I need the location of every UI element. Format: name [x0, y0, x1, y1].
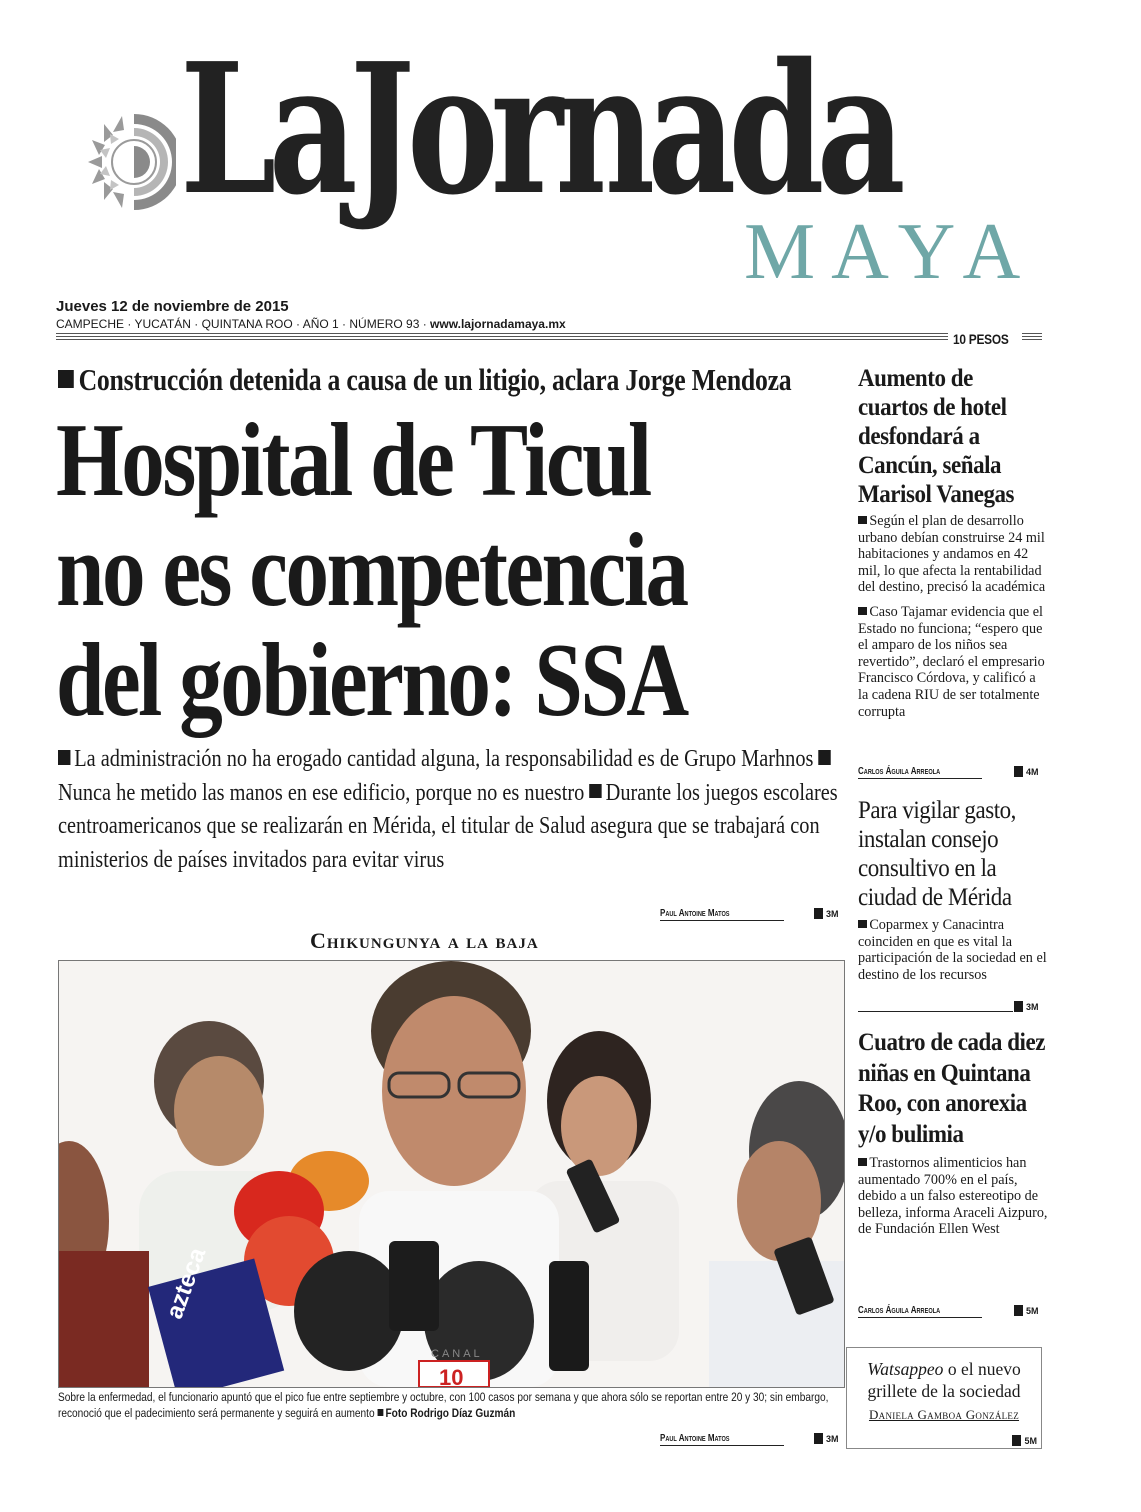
- sidebar-bullet: [858, 513, 1048, 596]
- bullet-square-icon: [858, 607, 867, 616]
- opinion-author: Daniela Gamboa González: [868, 1407, 1020, 1422]
- photo-page-ref[interactable]: [814, 1433, 839, 1444]
- opinion-title: [847, 1358, 1041, 1402]
- photo-caption: [58, 1389, 838, 1421]
- website-link[interactable]: www.lajornadamaya.mx: [430, 317, 566, 331]
- sidebar-bullet: [858, 917, 1048, 983]
- summary-part: Nunca he metido las manos en ese edificio, porque no es nuestro: [58, 778, 590, 806]
- summary-part: Durante los juegos escolares centroamericanos que se realizarán en Mérida, el titular de Salud asegura que se trabajará con ministerios de países invitados para evitar virus: [58, 778, 838, 873]
- ref-square-icon: [814, 1433, 823, 1444]
- sidebar-story-2[interactable]: [858, 796, 1048, 983]
- bullet-text: Caso Tajamar evidencia que el Estado no funciona; “espero que el amparo de los niños sea revertido”, declaró el empresario Francisco Córdova, y calificó a la cadena RIU de ser totalmente corrupta: [858, 603, 1045, 720]
- mic-label: CANAL: [431, 1348, 483, 1360]
- lead-byline: [660, 908, 815, 921]
- sidebar-page-ref-1[interactable]: [1014, 766, 1039, 777]
- news-photo: [58, 960, 845, 1388]
- page-ref-text: 5M: [1026, 1306, 1039, 1316]
- bullet-square-icon: [819, 750, 831, 765]
- byline-author: Paul Antoine Matos: [660, 908, 784, 921]
- masthead-rule: [56, 333, 948, 342]
- page-ref-text: 3M: [826, 909, 839, 919]
- opinion-title-italic: Watsappeo: [867, 1359, 944, 1379]
- edition-regions: CAMPECHE · YUCATÁN · QUINTANA ROO · AÑO 1 · NÚMERO 93 ·: [56, 317, 431, 331]
- opinion-box[interactable]: [846, 1347, 1042, 1449]
- summary-part: La administración no ha erogado cantidad alguna, la responsabilidad es de Grupo Marhnos: [74, 745, 819, 772]
- headline-line: no es competencia: [56, 511, 687, 628]
- ref-square-icon: [1012, 1435, 1021, 1446]
- bullet-square-icon: [858, 516, 867, 525]
- sidebar-page-ref-2[interactable]: [1014, 1001, 1039, 1012]
- opinion-author-wrap: [847, 1406, 1041, 1424]
- bullet-square-icon: [589, 784, 601, 799]
- ref-square-icon: [1014, 766, 1023, 777]
- opinion-page-ref[interactable]: [1012, 1435, 1037, 1446]
- lead-summary: [58, 742, 838, 876]
- masthead-title: LaJornada: [180, 23, 898, 235]
- lead-page-ref[interactable]: [814, 908, 839, 919]
- page-ref-text: 5M: [1024, 1436, 1037, 1446]
- sidebar-headline: Aumento de cuartos de hotel desfondará a Cancún, señala Marisol Vanegas: [858, 365, 1015, 508]
- bullet-square-icon: [377, 1409, 383, 1416]
- caption-text: Sobre la enfermedad, el funcionario apuntó que el pico fue entre septiembre y octubre, con 100 casos por semana y que ahora sólo se reportan entre 20 y 30; sin embargo, reconoció que el padecimiento será permanente y seguirá en aumento: [58, 1390, 829, 1420]
- edition-date: Jueves 12 de noviembre de 2015: [56, 298, 289, 315]
- sun-logo-icon: [86, 112, 176, 212]
- sidebar-story-3[interactable]: [858, 1028, 1048, 1238]
- press-conference-illustration: [59, 961, 844, 1387]
- byline-author: Carlos Águila Arreola: [858, 766, 982, 779]
- page-ref-text: 3M: [1026, 1002, 1039, 1012]
- sidebar-headline: Cuatro de cada diez niñas en Quintana Roo, con anorexia y/o bulimia: [858, 1029, 1045, 1148]
- opinion-title-rest: o el nuevo grillete de la sociedad: [867, 1359, 1021, 1401]
- ref-square-icon: [1014, 1001, 1023, 1012]
- lead-kicker: [58, 362, 791, 398]
- sidebar-bullet: [858, 604, 1048, 720]
- sidebar-headline: Para vigilar gasto, instalan consejo consultivo en la ciudad de Mérida: [858, 797, 1016, 911]
- mic-label: azteca: [160, 1244, 212, 1323]
- page-ref-text: 3M: [826, 1434, 839, 1444]
- edition-info: [56, 317, 566, 331]
- headline-line: del gobierno: SSA: [56, 621, 687, 738]
- byline-author: Paul Antoine Matos: [660, 1433, 784, 1446]
- bullet-text: Según el plan de desarrollo urbano debían construirse 24 mil habitaciones y andamos en 42 mil, lo que afecta la rentabilidad del destino, precisó la académica: [858, 513, 1046, 596]
- masthead-rule-right: [1022, 333, 1042, 342]
- photo-credit: Foto Rodrigo Díaz Guzmán: [385, 1406, 516, 1420]
- headline-line: Hospital de Ticul: [56, 401, 650, 518]
- ref-square-icon: [1014, 1305, 1023, 1316]
- price-label: 10 PESOS: [953, 331, 1009, 347]
- sidebar-byline-1: [858, 766, 1013, 779]
- byline-author: Carlos Águila Arreola: [858, 1305, 982, 1318]
- bullet-text: Coparmex y Canacintra coinciden en que es vital la participación de la sociedad en el destino de los recursos: [858, 917, 1047, 983]
- bullet-square-icon: [858, 1158, 867, 1167]
- sidebar-byline-rule-2: [858, 1011, 1013, 1012]
- sidebar-story-1[interactable]: [858, 364, 1048, 720]
- sidebar-page-ref-3[interactable]: [1014, 1305, 1039, 1316]
- page-ref-text: 4M: [1026, 767, 1039, 777]
- mic-label: 10: [439, 1365, 464, 1387]
- photo-byline: [660, 1433, 815, 1446]
- bullet-square-icon: [58, 750, 70, 765]
- sidebar-bullet: [858, 1155, 1048, 1238]
- lead-headline[interactable]: [56, 401, 886, 738]
- bullet-square-icon: [58, 370, 73, 389]
- ref-square-icon: [814, 908, 823, 919]
- photo-story-title: Chikungunya a la baja: [310, 928, 539, 953]
- sidebar-byline-3: [858, 1305, 1013, 1318]
- lead-kicker-text: Construcción detenida a causa de un litigio, aclara Jorge Mendoza: [78, 362, 792, 397]
- bullet-text: Trastornos alimenticios han aumentado 700% en el país, debido a un falso estereotipo de belleza, informa Araceli Aizpuro, de Fundación Ellen West: [858, 1155, 1048, 1238]
- bullet-square-icon: [858, 920, 867, 929]
- masthead-subtitle: MAYA: [744, 208, 1037, 296]
